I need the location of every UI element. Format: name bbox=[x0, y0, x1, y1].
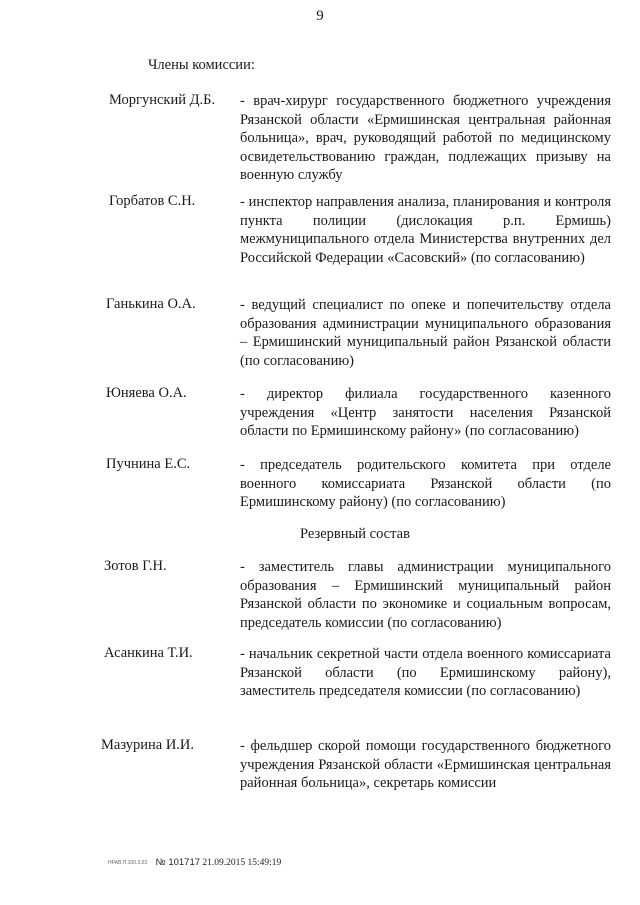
page-number: 9 bbox=[316, 8, 324, 24]
footer-stamp bbox=[108, 857, 281, 868]
member-role: - инспектор направления анализа, планирования и контроля пункта полиции (дислокация р.п. Ермишь) межмуниципального отдела Министерства внутренних дел Российской Федерации «Сасовский» (по согласованию) bbox=[240, 194, 611, 266]
member-name: Пучнина Е.С. bbox=[106, 456, 191, 472]
member-role: - фельдшер скорой помощи государственного бюджетного учреждения Рязанской области «Ермишинская центральная районная больница», секретарь комиссии bbox=[240, 738, 611, 791]
member-name: Ганькина О.А. bbox=[106, 296, 196, 312]
member-name: Зотов Г.Н. bbox=[104, 558, 167, 574]
footer-timestamp: 21.09.2015 15:49:19 bbox=[202, 858, 282, 868]
member-role: - заместитель главы администрации муниципального образования – Ермишинский муниципальный район Рязанской области по экономике и социальным вопросам, председатель комиссии (по согласованию) bbox=[240, 559, 611, 631]
member-role: - врач-хирург государственного бюджетного учреждения Рязанской области «Ермишинская центральная районная больница», врач, руководящий работой по медицинскому освидетельствованию граждан, подлежащих призыву на военную службу bbox=[240, 93, 611, 183]
reserve-heading: Резервный состав bbox=[300, 526, 410, 542]
member-name: Горбатов С.Н. bbox=[109, 193, 196, 209]
members-heading: Члены комиссии: bbox=[148, 57, 255, 73]
member-role: - директор филиала государственного казенного учреждения «Центр занятости населения Рязанской области по Ермишинскому району» (по согласованию) bbox=[240, 386, 611, 439]
member-name: Мазурина И.И. bbox=[101, 737, 195, 753]
member-role: - председатель родительского комитета при отделе военного комиссариата Рязанской области (по Ермишинскому району) (по согласованию) bbox=[240, 457, 611, 510]
footer-doc-id: № 101717 bbox=[155, 857, 201, 868]
footer-code: НРАВ.П.100.3.03 bbox=[108, 859, 148, 866]
member-name: Моргунский Д.Б. bbox=[109, 92, 216, 108]
member-role: - ведущий специалист по опеке и попечительству отдела образования администрации муниципального образования – Ермишинский муниципальный район Рязанской области (по согласованию) bbox=[240, 297, 611, 369]
member-name: Юняева О.А. bbox=[106, 385, 187, 401]
member-name: Асанкина Т.И. bbox=[104, 645, 193, 661]
member-role: - начальник секретной части отдела военного комиссариата Рязанской области (по Ермишинскому району), заместитель председателя комиссии (по согласованию) bbox=[240, 646, 611, 699]
